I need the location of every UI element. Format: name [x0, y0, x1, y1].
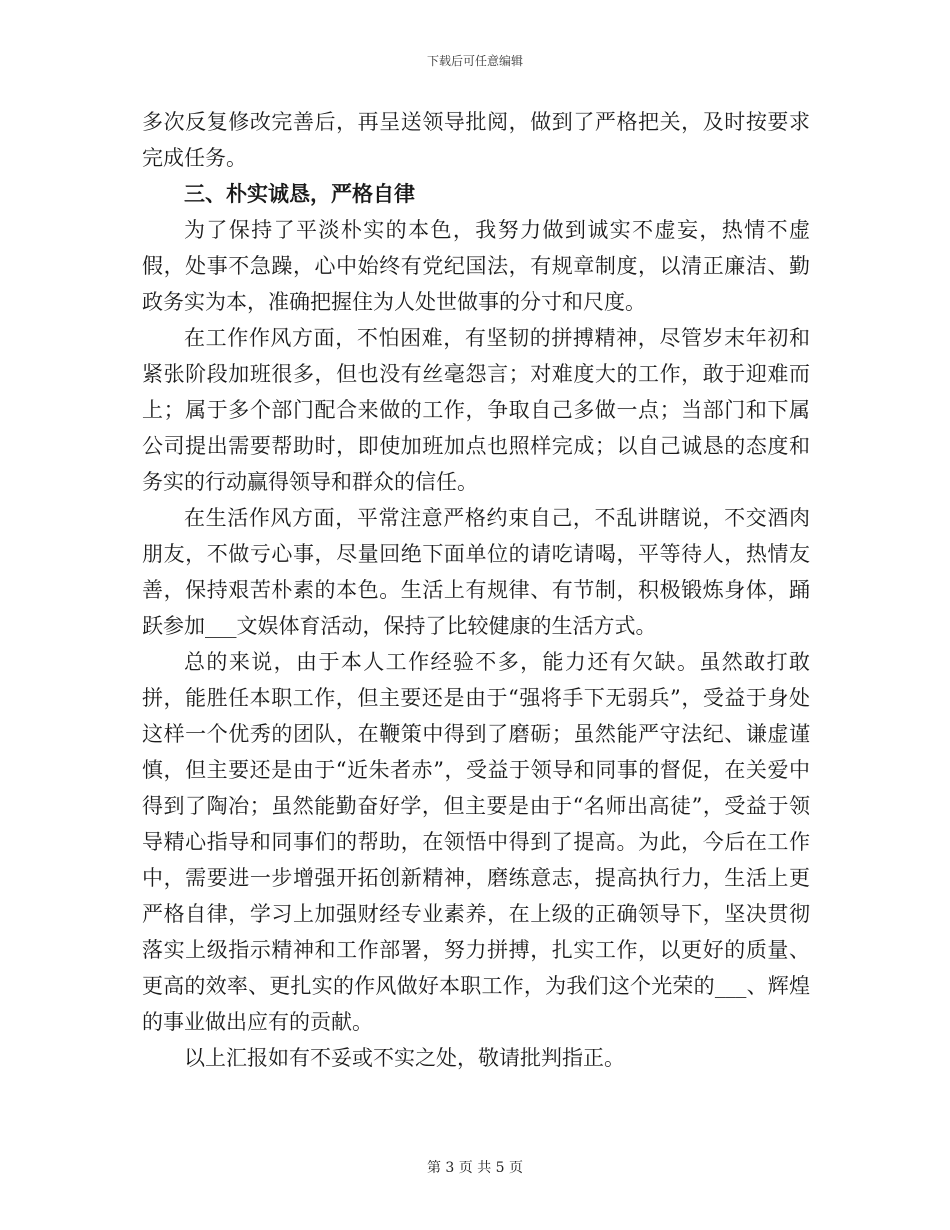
paragraph-work-style: 在工作作风方面，不怕困难，有坚韧的拼搏精神，尽管岁末年初和紧张阶段加班很多，但也没有丝毫怨言；对难度大的工作，敢于迎难而上；属于多个部门配合来做的工作，争取自己多做一点；当部门和下属公司提出需要帮助时，即使加班加点也照样完成；以自己诚恳的态度和务实的行动赢得领导和群众的信任。 — [142, 326, 810, 494]
page-number: 第 3 页 共 5 页 — [426, 1160, 524, 1176]
paragraph-summary: 总的来说，由于本人工作经验不多，能力还有欠缺。虽然敢打敢拼，能胜任本职工作，但主要还是由于“强将手下无弱兵”，受益于身处这样一个优秀的团队，在鞭策中得到了磨砺；虽然能严守法纪、谦虚谨慎，但主要还是由于“近朱者赤”，受益于领导和同事的督促，在关爱中得到了陶冶；虽然能勤奋好学，但主要是由于“名师出高徒”，受益于领导精心指导和同事们的帮助，在领悟中得到了提高。为此，今后在工作中，需要进一步增强开拓创新精神，磨练意志，提高执行力，生活上更严格自律，学习上加强财经专业素养，在上级的正确领导下，坚决贯彻落实上级指示精神和工作部署，努力拼搏，扎实工作，以更好的质量、更高的效率、更扎实的作风做好本职工作，为我们这个光荣的___、辉煌的事业做出应有的贡献。 — [142, 650, 810, 1034]
paragraph-life-style: 在生活作风方面，平常注意严格约束自己，不乱讲瞎说，不交酒肉朋友，不做亏心事，尽量回绝下面单位的请吃请喝，平等待人，热情友善，保持艰苦朴素的本色。生活上有规律、有节制，积极锻炼身体，踊跃参加___文娱体育活动，保持了比较健康的生活方式。 — [142, 506, 810, 638]
section-heading: 三、朴实诚恳，严格自律 — [184, 181, 415, 206]
document-body — [142, 104, 810, 1076]
paragraph-closing: 以上汇报如有不妥或不实之处，敬请批判指正。 — [184, 1046, 625, 1070]
header-note: 下载后可任意编辑 — [426, 54, 523, 68]
paragraph-character: 为了保持了平淡朴实的本色，我努力做到诚实不虚妄，热情不虚假，处事不急躁，心中始终有党纪国法，有规章制度，以清正廉洁、勤政务实为本，准确把握住为人处世做事的分寸和尺度。 — [142, 218, 810, 314]
paragraph-continuation: 多次反复修改完善后，再呈送领导批阅，做到了严格把关，及时按要求完成任务。 — [142, 110, 810, 170]
